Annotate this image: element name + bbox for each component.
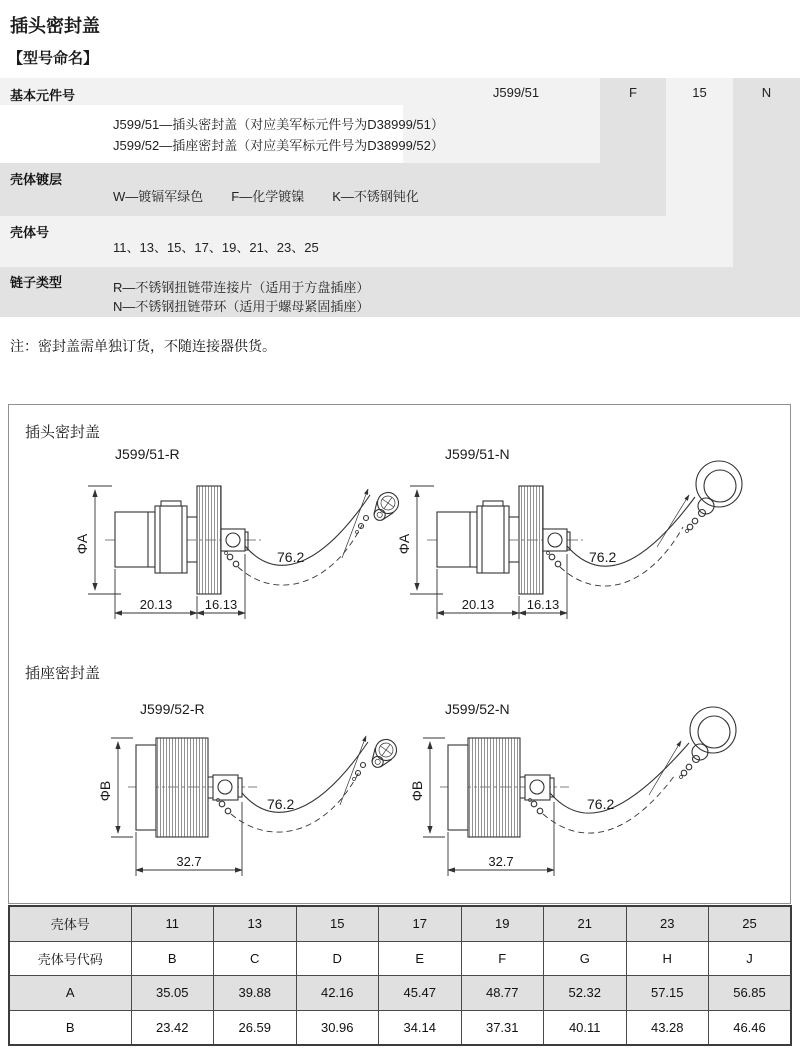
table-cell: 15 <box>296 906 379 941</box>
row-header: 壳体号代码 <box>9 941 131 976</box>
plating-option-w: W—镀镉军绿色 <box>113 189 204 204</box>
row-header: 壳体号 <box>9 906 131 941</box>
order-note: 注：密封盖需单独订货，不随连接器供货。 <box>10 338 276 354</box>
base-part-descriptions <box>113 114 444 156</box>
base-part-label: 基本元件号 <box>10 88 76 103</box>
cap-width-dim: 16.13 <box>526 597 560 612</box>
table-cell: 21 <box>544 906 627 941</box>
chain-length-dim: 76.2 <box>277 549 305 565</box>
table-cell: 46.46 <box>709 1010 792 1045</box>
table-cell: B <box>131 941 214 976</box>
shell-size-table <box>8 905 792 1046</box>
model-naming-diagram <box>0 78 800 317</box>
table-cell: 35.05 <box>131 976 214 1011</box>
drawing-title: J599/52-N <box>445 701 510 717</box>
drawing-j599-51-n <box>396 446 742 619</box>
table-cell: 13 <box>214 906 297 941</box>
diameter-dim-label: ΦB <box>97 780 113 802</box>
table-row <box>9 906 791 941</box>
chain-length-dim: 76.2 <box>587 796 615 812</box>
table-cell: 43.28 <box>626 1010 709 1045</box>
table-cell: 37.31 <box>461 1010 544 1045</box>
diameter-dim-label: ΦA <box>396 533 412 555</box>
table-cell: C <box>214 941 297 976</box>
table-cell: 19 <box>461 906 544 941</box>
technical-drawings-svg <box>9 405 790 903</box>
table-cell: 30.96 <box>296 1010 379 1045</box>
base-desc-line-2: J599/52—插座密封盖（对应美军标元件号为D38999/52） <box>113 138 444 153</box>
table-cell: 56.85 <box>709 976 792 1011</box>
table-cell: 23 <box>626 906 709 941</box>
body-width-dim: 20.13 <box>461 597 495 612</box>
table-cell: 23.42 <box>131 1010 214 1045</box>
table-row <box>9 941 791 976</box>
total-width-dim: 32.7 <box>176 854 202 869</box>
table-cell: 42.16 <box>296 976 379 1011</box>
drawing-title: J599/52-R <box>140 701 205 717</box>
total-width-dim: 32.7 <box>488 854 514 869</box>
diameter-dim-label: ΦA <box>74 533 90 555</box>
table-cell: 40.11 <box>544 1010 627 1045</box>
chain-options <box>113 278 369 316</box>
chain-code-value: N <box>761 85 772 100</box>
table-row <box>9 1010 791 1045</box>
cap-width-dim: 16.13 <box>204 597 238 612</box>
table-cell: 17 <box>379 906 462 941</box>
socket-section-label: 插座密封盖 <box>25 665 101 682</box>
row-header: B <box>9 1010 131 1045</box>
drawings-figure-box <box>8 404 791 904</box>
table-cell: 25 <box>709 906 792 941</box>
chain-option-n: N—不锈钢扭链带环（适用于螺母紧固插座） <box>113 299 370 314</box>
table-cell: F <box>461 941 544 976</box>
plating-option-f: F—化学镀镍 <box>231 189 305 204</box>
plating-options <box>113 186 419 205</box>
drawing-title: J599/51-N <box>445 446 510 462</box>
shell-values: 11、13、15、17、19、21、23、25 <box>113 240 319 255</box>
table-cell: G <box>544 941 627 976</box>
chain-length-dim: 76.2 <box>267 796 295 812</box>
table-cell: 11 <box>131 906 214 941</box>
model-naming-heading: 【型号命名】 <box>8 50 99 67</box>
drawing-j599-52-n <box>409 701 736 876</box>
table-cell: 57.15 <box>626 976 709 1011</box>
body-width-dim: 20.13 <box>139 597 173 612</box>
page-title: 插头密封盖 <box>10 16 100 36</box>
table-cell: 48.77 <box>461 976 544 1011</box>
plating-label: 壳体镀层 <box>10 172 63 187</box>
row-header: A <box>9 976 131 1011</box>
table-cell: 34.14 <box>379 1010 462 1045</box>
chain-label: 链子类型 <box>10 275 63 290</box>
table-cell: H <box>626 941 709 976</box>
shell-row-band <box>0 216 733 267</box>
table-cell: 52.32 <box>544 976 627 1011</box>
drawing-title: J599/51-R <box>115 446 180 462</box>
shell-label: 壳体号 <box>10 225 50 240</box>
drawing-j599-52-r <box>97 701 401 876</box>
table-cell: 26.59 <box>214 1010 297 1045</box>
table-cell: D <box>296 941 379 976</box>
drawing-j599-51-r <box>74 446 403 619</box>
base-part-value: J599/51 <box>492 85 540 100</box>
plug-section-label: 插头密封盖 <box>25 424 101 441</box>
table-row <box>9 976 791 1011</box>
plating-code-value: F <box>629 85 637 100</box>
base-desc-line-1: J599/51—插头密封盖（对应美军标元件号为D38999/51） <box>113 117 444 132</box>
table-cell: 39.88 <box>214 976 297 1011</box>
plating-option-k: K—不锈钢钝化 <box>332 189 419 204</box>
table-cell: E <box>379 941 462 976</box>
diameter-dim-label: ΦB <box>409 780 425 802</box>
table-cell: J <box>709 941 792 976</box>
table-cell: 45.47 <box>379 976 462 1011</box>
shell-code-value: 15 <box>692 85 707 100</box>
chain-option-r: R—不锈钢扭链带连接片（适用于方盘插座） <box>113 280 370 295</box>
chain-length-dim: 76.2 <box>589 549 617 565</box>
